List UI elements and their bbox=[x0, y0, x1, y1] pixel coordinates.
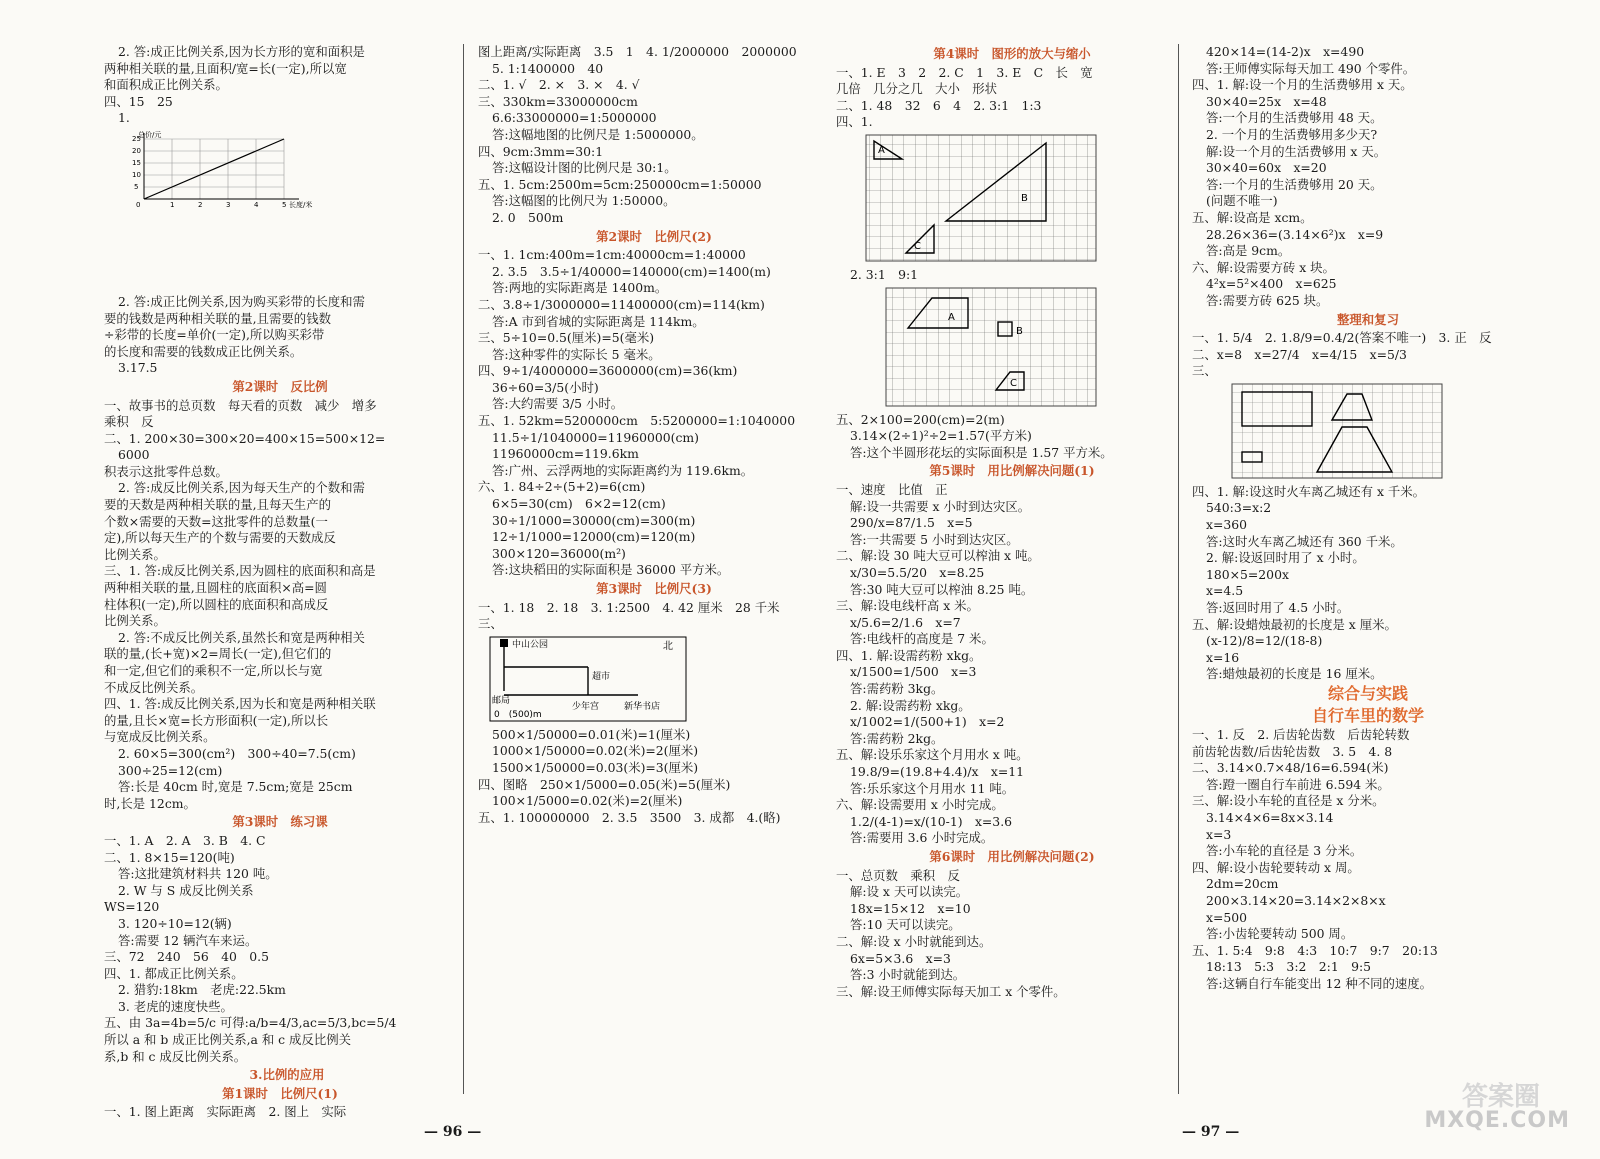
col2-line: 六、1. 84÷2÷(5+2)=6(cm) bbox=[478, 479, 646, 495]
col2-line: 第3课时 比例尺(3) bbox=[596, 581, 712, 596]
col4-line: 200×3.14×20=3.14×2×8×x bbox=[1206, 892, 1386, 908]
review-grid bbox=[1202, 382, 1462, 482]
col2-line: 图上距离/实际距离 3.5 1 4. 1/2000000 2000000 bbox=[478, 44, 797, 59]
col4-line: x=16 bbox=[1206, 649, 1240, 665]
graph-ytick: 10 bbox=[132, 170, 141, 179]
col4-line: 3.14×4×6=8x×3.14 bbox=[1206, 809, 1334, 825]
col4-line: x=360 bbox=[1206, 517, 1248, 533]
col1-line: 的长度和需要的钱数成正比例关系。 bbox=[104, 343, 303, 359]
col1-line: 2. W 与 S 成反比例关系 bbox=[118, 882, 254, 898]
total-price-graph bbox=[114, 129, 334, 209]
graph-origin: 0 bbox=[136, 200, 141, 209]
graph-xtick: 3 bbox=[226, 200, 231, 209]
col1-line: 要的钱数是两种相关联的量,且需要的钱数 bbox=[104, 310, 331, 326]
col2-line: 5. 1:1400000 40 bbox=[492, 60, 604, 76]
col3-line: 一、速度 比值 正 bbox=[836, 481, 948, 497]
col2-line: 答:两地的实际距离是 1400m。 bbox=[492, 280, 668, 296]
col1-line: WS=120 bbox=[104, 899, 160, 915]
col1-line: 第2课时 反比例 bbox=[232, 378, 328, 394]
col4-line: 二、x=8 x=27/4 x=4/15 x=5/3 bbox=[1192, 346, 1407, 362]
col2-line: 答:广州、云浮两地的实际距离约为 119.6km。 bbox=[492, 462, 754, 478]
col4-line: 四、1. 解:设这时火车离乙城还有 x 千米。 bbox=[1192, 483, 1426, 499]
col2-line: 五、1. 52km=5200000cm 5:5200000=1:1040000 bbox=[478, 413, 796, 429]
col4-line: 答:这时火车离乙城还有 360 千米。 bbox=[1206, 533, 1403, 549]
col3-line: 四、1. bbox=[836, 114, 873, 130]
col2-line: 答:A 市到省城的实际距离是 114km。 bbox=[492, 313, 705, 329]
enlarge-grid-1 bbox=[846, 133, 1106, 265]
col4-line: 解:设一个月的生活费够用 x 天。 bbox=[1206, 143, 1387, 159]
col3-line: 答:电线杆的高度是 7 米。 bbox=[850, 631, 994, 647]
col3-line: 第5课时 用比例解决问题(1) bbox=[929, 463, 1095, 479]
col3-line: 答:30 吨大豆可以榨油 8.25 吨。 bbox=[850, 581, 1034, 597]
col3-line: 答:10 天可以读完。 bbox=[850, 917, 961, 933]
col1-line: 第3课时 练习课 bbox=[232, 814, 328, 830]
col1-line: 答:这批建筑材料共 120 吨。 bbox=[118, 866, 278, 882]
graph-ytick: 5 bbox=[134, 182, 139, 191]
col1-line: 3.17.5 bbox=[118, 360, 158, 376]
col2-line: 二、1. √ 2. × 3. × 4. √ bbox=[478, 77, 640, 93]
col4-line: 自行车里的数学 bbox=[1311, 706, 1424, 725]
col1-line: 和面积成正比例关系。 bbox=[104, 77, 228, 93]
col2-line: 11.5÷1/1040000=11960000(cm) bbox=[492, 429, 700, 445]
watermark-logo: 答案圈 bbox=[1461, 1082, 1540, 1112]
graph-xtick: 2 bbox=[198, 200, 203, 209]
col4-line: x=3 bbox=[1206, 826, 1232, 842]
col3-line: 五、解:设乐乐家这个月用水 x 吨。 bbox=[836, 747, 1029, 763]
shape-label-a: A bbox=[878, 144, 885, 156]
col4-line: 五、1. 5:4 9:8 4:3 10:7 9:7 20:13 bbox=[1192, 942, 1438, 958]
col2-line: 36÷60=3/5(小时) bbox=[492, 379, 599, 395]
col2-line: 三、330km=33000000cm bbox=[478, 93, 638, 109]
col1-line: 二、1. 200×30=300×20=400×15=500×12= bbox=[104, 430, 386, 446]
route-map bbox=[488, 635, 698, 725]
col3-line: 答:3 小时就能到达。 bbox=[850, 967, 966, 983]
col2-line: 二、3.8÷1/3000000=11400000(cm)=114(km) bbox=[478, 296, 765, 312]
col2-line: 11960000cm=119.6km bbox=[492, 446, 639, 462]
col2-line: 300×120=36000(m²) bbox=[492, 545, 626, 561]
col2-line: 三、5÷10=0.5(厘米)=5(毫米) bbox=[478, 330, 655, 346]
col3-line: 2. 3:1 9:1 bbox=[850, 266, 919, 282]
col1-line: 二、1. 8×15=120(吨) bbox=[104, 849, 235, 865]
col1-line: 1. bbox=[118, 110, 130, 126]
col4-line: 180×5=200x bbox=[1206, 566, 1289, 582]
col2-line: 答:这幅地图的比例尺是 1:5000000。 bbox=[492, 126, 704, 142]
graph-ytick: 25 bbox=[132, 134, 141, 143]
col2-line: 6.6:33000000=1:5000000 bbox=[492, 110, 657, 126]
col1-line: 2. 答:成反比例关系,因为每天生产的个数和需 bbox=[118, 480, 365, 496]
col4-line: 28.26×36=(3.14×6²)x x=9 bbox=[1206, 226, 1384, 242]
col3-line: 五、2×100=200(cm)=2(m) bbox=[836, 411, 1005, 427]
col3-line: 一、总页数 乘积 反 bbox=[836, 867, 960, 883]
col3-line: x/30=5.5/20 x=8.25 bbox=[850, 564, 985, 580]
column-2 bbox=[478, 44, 830, 1104]
col3-line: x/5.6=2/1.6 x=7 bbox=[850, 614, 961, 630]
column-divider bbox=[463, 44, 464, 1094]
map-place: 邮局 bbox=[492, 695, 511, 706]
col2-line: 答:这幅设计图的比例尺是 30:1。 bbox=[492, 160, 677, 176]
col4-line: 540:3=x:2 bbox=[1206, 500, 1272, 516]
map-place: 中山公园 bbox=[512, 639, 549, 650]
col1-line: 一、1. 图上距离 实际距离 2. 图上 实际 bbox=[104, 1104, 347, 1120]
col3-line: 三、解:设电线杆高 x 米。 bbox=[836, 598, 979, 614]
col3-line: 六、解:设需要用 x 小时完成。 bbox=[836, 797, 1004, 813]
col4-line: 420×14=(14-2)x x=490 bbox=[1206, 44, 1365, 59]
col4-line: 30×40=60x x=20 bbox=[1206, 160, 1327, 176]
col3-line: 第4课时 图形的放大与缩小 bbox=[933, 46, 1091, 61]
col4-line: 一、1. 5/4 2. 1.8/9=0.4/2(答案不唯一) 3. 正 反 bbox=[1192, 330, 1492, 346]
map-place: 少年宫 bbox=[572, 701, 600, 712]
shape-label-c: C bbox=[1010, 377, 1017, 389]
col1-line: 300÷25=12(cm) bbox=[118, 762, 223, 778]
map-north: 北 bbox=[663, 640, 673, 652]
col4-line: (x-12)/8=12/(18-8) bbox=[1206, 633, 1323, 649]
col4-line: 答:蜡烛最初的长度是 16 厘米。 bbox=[1206, 666, 1383, 682]
col3-line: 二、1. 48 32 6 4 2. 3:1 1:3 bbox=[836, 97, 1042, 113]
col3-line: 答:需药粉 2kg。 bbox=[850, 730, 944, 746]
col1-line: 2. 猎豹:18km 老虎:22.5km bbox=[118, 982, 286, 998]
col1-line: 要的天数是两种相关联的量,且每天生产的 bbox=[104, 497, 331, 513]
col1-line: 积表示这批零件总数。 bbox=[104, 463, 228, 479]
col4-line: 答:需要方砖 625 块。 bbox=[1206, 292, 1329, 308]
col1-line: 和一定,但它们的乘积不一定,所以长与宽 bbox=[104, 663, 323, 678]
shape-label-a: A bbox=[948, 311, 955, 323]
graph-ytick: 15 bbox=[132, 158, 141, 167]
col3-line: 第6课时 用比例解决问题(2) bbox=[929, 849, 1095, 864]
map-scale: 0 (500)m bbox=[494, 709, 542, 720]
shape-label-b: B bbox=[1021, 192, 1028, 204]
col2-line: 12÷1/1000=12000(cm)=120(m) bbox=[492, 529, 696, 545]
col2-line: 1500×1/50000=0.03(米)=3(厘米) bbox=[492, 759, 699, 775]
col1-line: 的量,且长×宽=长方形面积(一定),所以长 bbox=[104, 712, 329, 728]
col1-line bbox=[104, 261, 456, 278]
col1-line: 2. 答:成正比例关系,因为购买彩带的长度和需 bbox=[118, 293, 365, 309]
col4-line: x=4.5 bbox=[1206, 583, 1244, 599]
col4-line: 整理和复习 bbox=[1337, 311, 1399, 327]
col3-line: 19.8/9=(19.8+4.4)/x x=11 bbox=[850, 764, 1025, 780]
col1-line: 3. 老虎的速度快些。 bbox=[118, 998, 233, 1014]
col1-line: 3. 120÷10=12(辆) bbox=[118, 915, 232, 931]
col3-line: 二、解:设 30 吨大豆可以榨油 x 吨。 bbox=[836, 548, 1040, 564]
col4-line: 五、解:设高是 xcm。 bbox=[1192, 209, 1313, 225]
col3-line: 答:乐乐家这个月用水 11 吨。 bbox=[850, 780, 1015, 796]
watermark: MXQE.COM bbox=[1424, 1108, 1570, 1133]
col4-line: 答:王师傅实际每天加工 490 个零件。 bbox=[1206, 60, 1416, 76]
col1-line: 个数×需要的天数=这批零件的总数量(一 bbox=[104, 513, 328, 529]
col4-line: 综合与实践 bbox=[1327, 684, 1408, 703]
col1-line: 答:长是 40cm 时,宽是 7.5cm;宽是 25cm bbox=[118, 779, 353, 795]
col2-line: 100×1/5000=0.02(米)=2(厘米) bbox=[492, 793, 683, 809]
col4-line: 答:蹬一圈自行车前进 6.594 米。 bbox=[1206, 776, 1390, 792]
col1-line: 第1课时 比例尺(1) bbox=[222, 1085, 338, 1101]
col4-line: 四、1. 解:设一个月的生活费够用 x 天。 bbox=[1192, 77, 1413, 93]
col1-line: 柱体积(一定),所以圆柱的底面积和高成反 bbox=[104, 596, 329, 612]
col1-line bbox=[104, 211, 456, 228]
column-3 bbox=[836, 44, 1188, 1104]
col1-line: 不成反比例关系。 bbox=[104, 679, 204, 695]
col1-line: 比例关系。 bbox=[104, 613, 166, 629]
col4-line: 六、解:设需要方砖 x 块。 bbox=[1192, 259, 1335, 275]
graph-xtick: 1 bbox=[170, 200, 175, 209]
graph-ytick: 20 bbox=[132, 146, 141, 155]
col2-line: 四、图略 250×1/5000=0.05(米)=5(厘米) bbox=[478, 776, 731, 792]
col2-line: 一、1. 1cm:400m=1cm:40000cm=1:40000 bbox=[478, 247, 746, 263]
col4-line: 答:小车轮的直径是 3 分米。 bbox=[1206, 843, 1363, 859]
col4-line: 前齿轮齿数/后齿轮齿数 3. 5 4. 8 bbox=[1192, 743, 1393, 759]
col3-line: x/1500=1/500 x=3 bbox=[850, 664, 977, 680]
col2-line: 2. 0 500m bbox=[492, 209, 564, 225]
col1-line: 系,b 和 c 成反比例关系。 bbox=[104, 1048, 247, 1064]
col2-line: 四、9÷1/4000000=3600000(cm)=36(km) bbox=[478, 363, 738, 379]
shape-label-b: B bbox=[1016, 325, 1023, 337]
col1-line: 所以 a 和 b 成正比例关系,a 和 c 成反比例关 bbox=[104, 1032, 352, 1048]
col2-line: 30÷1/1000=30000(cm)=300(m) bbox=[492, 512, 696, 528]
col3-line: 2. 解:设需药粉 xkg。 bbox=[850, 697, 971, 713]
col1-line: 与宽成反比例关系。 bbox=[104, 729, 216, 745]
col2-line: 第2课时 比例尺(2) bbox=[596, 228, 712, 244]
col1-line bbox=[104, 228, 456, 245]
col2-line: 一、1. 18 2. 18 3. 1:2500 4. 42 厘米 28 千米 bbox=[478, 599, 780, 615]
col3-line: 答:需药粉 3kg。 bbox=[850, 681, 944, 697]
col4-line: 2. 解:设返回时用了 x 小时。 bbox=[1206, 550, 1365, 566]
col1-line: 比例关系。 bbox=[104, 546, 166, 562]
col1-line: 两种相关联的量,且面积/宽=长(一定),所以宽 bbox=[104, 60, 347, 76]
col2-line: 五、1. 100000000 2. 3.5 3500 3. 成都 4.(略) bbox=[478, 809, 781, 825]
col3-line: 答:这个半圆形花坛的实际面积是 1.57 平方米。 bbox=[850, 444, 1113, 460]
col2-line: 2. 3.5 3.5÷1/40000=140000(cm)=1400(m) bbox=[492, 263, 771, 279]
col3-line: 18x=15×12 x=10 bbox=[850, 900, 971, 916]
col3-line: 四、1. 解:设需药粉 xkg。 bbox=[836, 647, 982, 663]
col2-line: 四、9cm:3mm=30:1 bbox=[478, 143, 604, 159]
col4-line: 答:一个月的生活费够用 48 天。 bbox=[1206, 110, 1383, 126]
col4-line: 答:一个月的生活费够用 20 天。 bbox=[1206, 176, 1383, 192]
col4-line: 答:小齿轮要转动 500 周。 bbox=[1206, 926, 1354, 942]
col1-line: 6000 bbox=[118, 447, 150, 463]
graph-xtick: 4 bbox=[254, 200, 259, 209]
col4-line: 18:13 5:3 3:2 2:1 9:5 bbox=[1206, 959, 1372, 975]
col3-line: 一、1. E 3 2 2. C 1 3. E C 长 宽 bbox=[836, 64, 1093, 80]
col1-line: 乘积 反 bbox=[104, 414, 154, 430]
col3-line: 二、解:设 x 小时就能到达。 bbox=[836, 933, 992, 949]
col4-line: 2dm=20cm bbox=[1206, 876, 1279, 892]
col1-line: 时,长是 12cm。 bbox=[104, 795, 196, 811]
col3-line: 290/x=87/1.5 x=5 bbox=[850, 515, 973, 531]
col4-line: (问题不唯一) bbox=[1206, 193, 1278, 209]
shape-label-c: C bbox=[914, 240, 921, 252]
col4-line: 答:这辆自行车能变出 12 种不同的速度。 bbox=[1206, 975, 1433, 991]
col2-line: 500×1/50000=0.01(米)=1(厘米) bbox=[492, 726, 691, 742]
col3-line: 答:需要用 3.6 小时完成。 bbox=[850, 830, 994, 846]
col1-line: 2. 答:成正比例关系,因为长方形的宽和面积是 bbox=[118, 44, 365, 59]
col1-line: 四、15 25 bbox=[104, 93, 173, 109]
page-number-left: — 96 — bbox=[424, 1124, 482, 1140]
col3-line: 三、解:设王师傅实际每天加工 x 个零件。 bbox=[836, 983, 1066, 999]
col1-line: 两种相关联的量,且圆柱的底面积×高=圆 bbox=[104, 580, 327, 596]
col4-line: 三、 bbox=[1192, 363, 1217, 379]
col2-line: 三、 bbox=[478, 616, 503, 632]
col1-line: 四、1. 都成正比例关系。 bbox=[104, 965, 244, 981]
col2-line: 答:这种零件的实际长 5 毫米。 bbox=[492, 346, 661, 362]
col2-line: 6×5=30(cm) 6×2=12(cm) bbox=[492, 496, 666, 512]
col4-line: 答:返回时用了 4.5 小时。 bbox=[1206, 600, 1350, 616]
col1-line bbox=[104, 277, 456, 294]
col3-line: 1.2/(4-1)=x/(10-1) x=3.6 bbox=[850, 813, 1013, 829]
col3-line: 6x=5×3.6 x=3 bbox=[850, 950, 951, 966]
col1-line: 2. 答:不成反比例关系,虽然长和宽是两种相关 bbox=[118, 629, 365, 645]
col2-line: 答:这块稻田的实际面积是 36000 平方米。 bbox=[492, 562, 730, 578]
col1-line: 五、由 3a=4b=5/c 可得:a/b=4/3,ac=5/3,bc=5/4 bbox=[104, 1015, 397, 1031]
graph-ylabel: 总价/元 bbox=[138, 130, 162, 139]
col4-line: 三、解:设小车轮的直径是 x 分米。 bbox=[1192, 793, 1385, 809]
col1-line: 2. 60×5=300(cm²) 300÷40=7.5(cm) bbox=[118, 745, 356, 761]
enlarge-grid-2 bbox=[846, 286, 1106, 410]
col2-line: 五、1. 5cm:2500m=5cm:250000cm=1:50000 bbox=[478, 176, 762, 192]
graph-xtick: 5 bbox=[282, 200, 287, 209]
col3-line: 解:设 x 天可以读完。 bbox=[850, 884, 969, 900]
column-4 bbox=[1192, 44, 1544, 1104]
col1-line: 答:需要 12 辆汽车来运。 bbox=[118, 932, 258, 948]
col3-line: 几倍 几分之几 大小 形状 bbox=[836, 81, 998, 97]
col1-line: 一、1. A 2. A 3. B 4. C bbox=[104, 832, 266, 848]
col2-line: 1000×1/50000=0.02(米)=2(厘米) bbox=[492, 743, 699, 759]
col1-line: ÷彩带的长度=单价(一定),所以购买彩带 bbox=[104, 327, 325, 343]
col1-line: 一、故事书的总页数 每天看的页数 减少 增多 bbox=[104, 397, 377, 413]
col4-line: 二、3.14×0.7×48/16=6.594(米) bbox=[1192, 760, 1389, 776]
col3-line: 解:设一共需要 x 小时到达灾区。 bbox=[850, 498, 1031, 514]
col3-line: x/1002=1/(500+1) x=2 bbox=[850, 714, 1005, 730]
col4-line: 四、解:设小齿轮要转动 x 周。 bbox=[1192, 859, 1360, 875]
col2-line: 答:这幅图的比例尺为 1:50000。 bbox=[492, 193, 676, 209]
col3-line: 3.14×(2÷1)²÷2=1.57(平方米) bbox=[850, 428, 1032, 444]
col4-line: x=500 bbox=[1206, 909, 1248, 925]
col2-line: 答:大约需要 3/5 小时。 bbox=[492, 396, 624, 412]
col1-line: 3.比例的应用 bbox=[249, 1067, 325, 1083]
col1-line: 四、1. 答:成反比例关系,因为长和宽是两种相关联 bbox=[104, 696, 376, 712]
col4-line: 五、解:设蜡烛最初的长度是 x 厘米。 bbox=[1192, 616, 1397, 632]
col3-line: 答:一共需要 5 小时到达灾区。 bbox=[850, 531, 1019, 547]
graph-xlabel: 长度/米 bbox=[289, 200, 313, 209]
col1-line: 三、1. 答:成反比例关系,因为圆柱的底面积和高是 bbox=[104, 563, 376, 579]
col1-line: 三、72 240 56 40 0.5 bbox=[104, 949, 269, 965]
col4-line: 一、1. 反 2. 后齿轮齿数 后齿轮转数 bbox=[1192, 727, 1410, 742]
col4-line: 4²x=5²×400 x=625 bbox=[1206, 276, 1337, 292]
map-place: 新华书店 bbox=[624, 701, 661, 712]
col1-line bbox=[104, 244, 456, 261]
map-place: 超市 bbox=[592, 671, 611, 682]
col4-line: 答:高是 9cm。 bbox=[1206, 243, 1291, 259]
col4-line: 30×40=25x x=48 bbox=[1206, 93, 1327, 109]
col1-line: 定),所以每天生产的个数与需要的天数成反 bbox=[104, 530, 336, 546]
col1-line: 联的量,(长+宽)×2=周长(一定),但它们的 bbox=[104, 646, 332, 662]
column-1 bbox=[104, 44, 456, 1120]
col4-line: 2. 一个月的生活费够用多少天? bbox=[1206, 126, 1378, 142]
page-number-right: — 97 — bbox=[1182, 1124, 1240, 1140]
